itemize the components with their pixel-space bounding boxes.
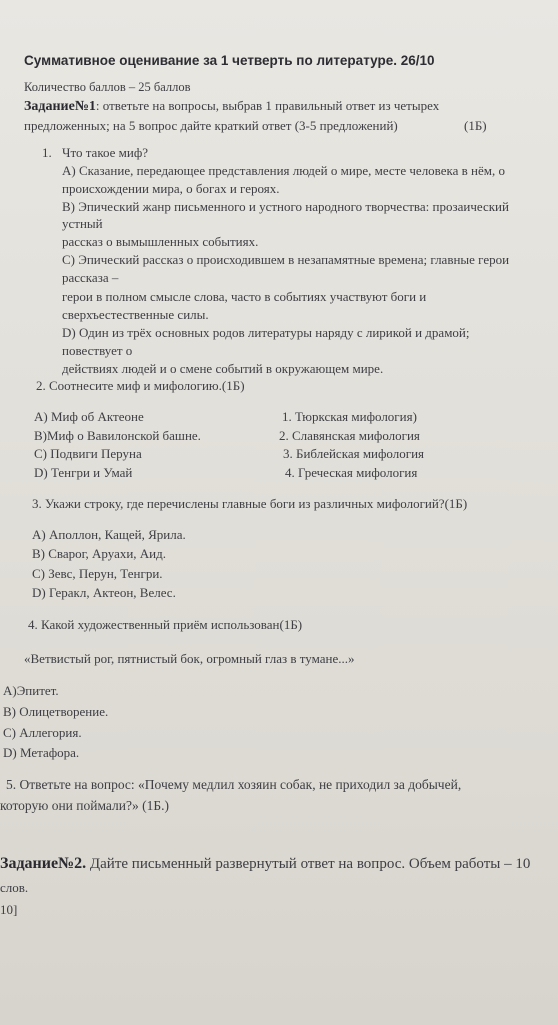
q4-option: С) Аллегория. bbox=[3, 725, 82, 740]
q1-question: Что такое миф? bbox=[62, 145, 149, 160]
q1-line: В) Эпический жанр письменного и устного народного творчества: прозаический bbox=[62, 199, 509, 214]
q2-left-item: А) Миф об Актеоне bbox=[34, 409, 144, 424]
task1-instruction-line2: предложенных; на 5 вопрос дайте краткий ответ (3-5 предложений) bbox=[24, 118, 398, 133]
q2-right-item: 4. Греческая мифология bbox=[285, 465, 418, 480]
q1-line: С) Эпический рассказ о происходившем в незапамятные времена; главные герои bbox=[62, 252, 510, 267]
q1-number: 1. bbox=[42, 145, 52, 160]
q3-option: В) Сварог, Аруахи, Аид. bbox=[32, 546, 167, 561]
q1-line: действиях людей и о смене событий в окружающем мире. bbox=[62, 361, 384, 376]
q1-line: А) Сказание, передающее представления людей о мире, месте человека в нём, о bbox=[62, 163, 505, 178]
q1-line: происхождении мира, о богах и героях. bbox=[62, 181, 280, 196]
q1-line: рассказ о вымышленных событиях. bbox=[62, 234, 259, 249]
q1-line: герои в полном смысле слова, часто в событиях участвуют боги и bbox=[62, 289, 427, 304]
q1-line: устный bbox=[62, 216, 103, 231]
task1-label: Задание№1 bbox=[24, 99, 96, 114]
points-total: Количество баллов – 25 баллов bbox=[24, 80, 191, 94]
page-title: Суммативное оценивание за 1 четверть по литературе. 26/10 bbox=[24, 53, 435, 68]
q4-option: А)Эпитет. bbox=[3, 683, 59, 698]
task1-points: (1Б) bbox=[464, 118, 487, 133]
q2-left-item: D) Тенгри и Умай bbox=[34, 465, 133, 480]
q2-right-item: 3. Библейская мифология bbox=[283, 446, 425, 461]
task2-line1 bbox=[0, 856, 530, 872]
q4-option: В) Олицетворение. bbox=[3, 704, 109, 719]
q2-left-item: С) Подвиги Перуна bbox=[34, 446, 142, 461]
q2-right-item: 1. Тюркская мифология) bbox=[282, 409, 417, 424]
q1-line: повествует о bbox=[62, 343, 133, 358]
q3-question: 3. Укажи строку, где перечислены главные боги из различных мифологий?(1Б) bbox=[32, 496, 468, 511]
q3-option: А) Аполлон, Кащей, Ярила. bbox=[32, 527, 186, 542]
q3-option: D) Геракл, Актеон, Велес. bbox=[32, 585, 176, 600]
q2-question: 2. Соотнесите миф и мифологию.(1Б) bbox=[36, 378, 245, 393]
task1-instruction-text: : ответьте на вопросы, выбрав 1 правильный ответ из четырех bbox=[95, 98, 440, 113]
task2-text: Дайте письменный развернутый ответ на вопрос. Объем работы – 10 bbox=[86, 856, 531, 872]
task1-instruction-line1 bbox=[24, 98, 439, 114]
q4-option: D) Метафора. bbox=[3, 745, 80, 760]
q5-question-line2: которую они поймали?» (1Б.) bbox=[0, 798, 169, 813]
task2-line3: 10] bbox=[0, 902, 18, 917]
q1-line: сверхъестественные силы. bbox=[62, 307, 209, 322]
q1-line: D) Один из трёх основных родов литературы наряду с лирикой и драмой; bbox=[62, 325, 470, 340]
q1-line: рассказа – bbox=[62, 270, 119, 285]
q5-question-line1: 5. Ответьте на вопрос: «Почему медлил хозяин собак, не приходил за добычей, bbox=[6, 777, 462, 792]
task2-label: Задание№2. bbox=[0, 855, 87, 872]
q4-question: 4. Какой художественный приём использован(1Б) bbox=[28, 617, 303, 632]
q4-quote: «Ветвистый рог, пятнистый бок, огромный глаз в тумане...» bbox=[24, 651, 355, 666]
q3-option: С) Зевс, Перун, Тенгри. bbox=[32, 566, 163, 581]
q2-right-item: 2. Славянская мифология bbox=[279, 428, 420, 443]
q2-left-item: В)Миф о Вавилонской башне. bbox=[34, 428, 201, 443]
task2-line2: слов. bbox=[0, 880, 29, 895]
